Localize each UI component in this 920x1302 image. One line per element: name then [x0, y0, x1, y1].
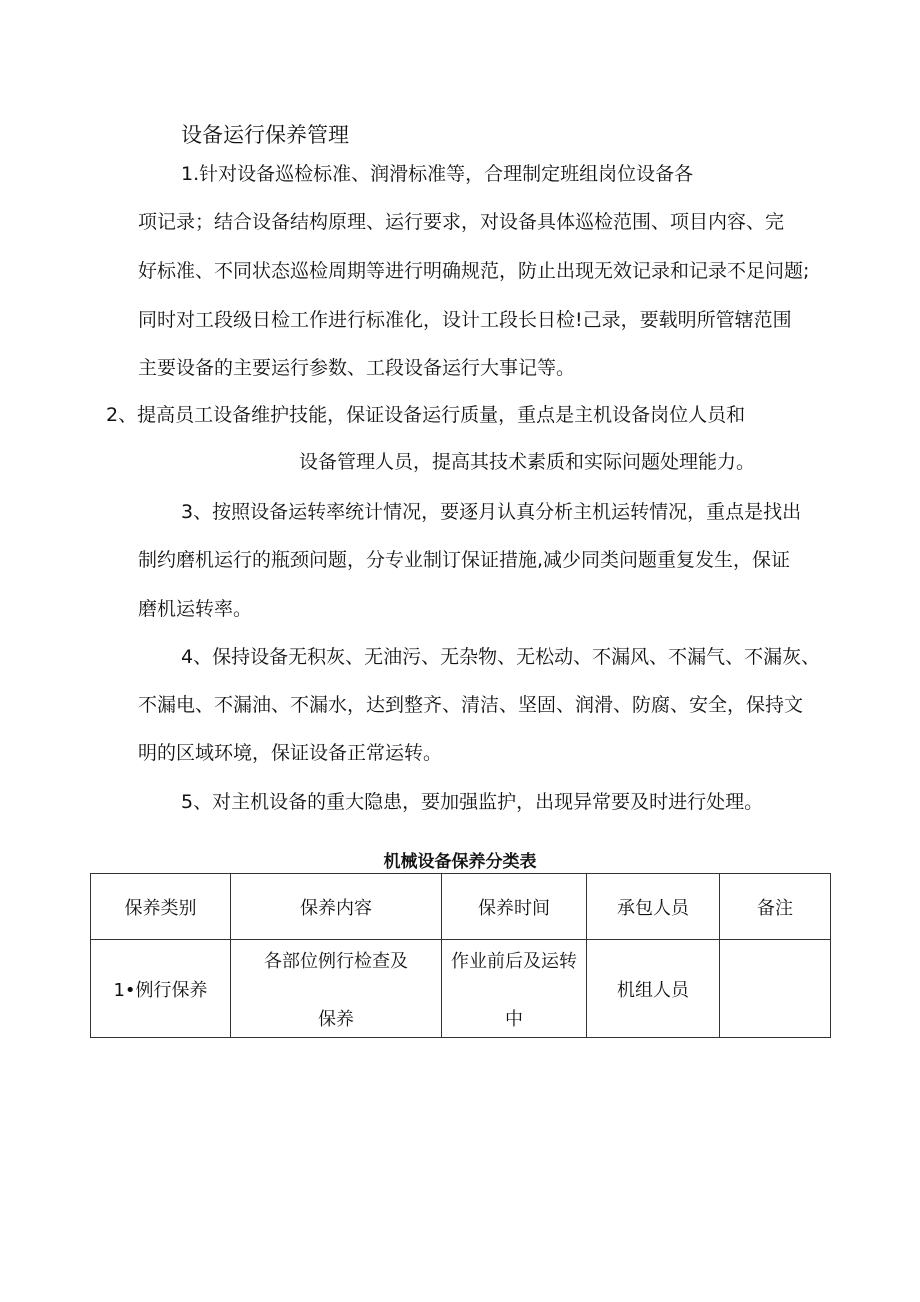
header-cell: 保养时间 — [442, 874, 587, 940]
doc-title: 设备运行保养管理 — [181, 123, 349, 147]
paragraph-line: 制约磨机运行的瓶颈问题，分专业制订保证措施,减少同类问题重复发生，保证 — [138, 549, 791, 571]
paragraph-line: 5、对主机设备的重大隐患，要加强监护，出现异常要及时进行处理。 — [181, 791, 764, 813]
header-cell: 保养内容 — [231, 874, 442, 940]
paragraph-line: 主要设备的主要运行参数、工段设备运行大事记等。 — [138, 357, 576, 379]
header-cell: 承包人员 — [587, 874, 720, 940]
content-line-1: 各部位例行检查及 — [264, 950, 408, 972]
header-cell: 备注 — [720, 874, 831, 940]
table-row — [91, 940, 831, 1038]
paragraph-line: 磨机运转率。 — [138, 598, 253, 620]
paragraph-line: 1.针对设备巡检标准、润滑标准等，合理制定班组岗位设备各 — [181, 163, 694, 185]
time-line-2: 中 — [505, 1008, 523, 1030]
paragraph-line: 设备管理人员，提高其技术素质和实际问题处理能力。 — [299, 451, 756, 473]
time-line-1: 作业前后及运转 — [451, 950, 577, 972]
paragraph-line: 明的区域环境，保证设备正常运转。 — [138, 742, 443, 764]
paragraph-line: 4、保持设备无积灰、无油污、无杂物、无松动、不漏风、不漏气、不漏灰、 — [181, 646, 821, 668]
maintenance-table — [90, 873, 831, 1038]
paragraph-line: 2、提高员工设备维护技能，保证设备运行质量，重点是主机设备岗位人员和 — [106, 404, 746, 426]
category-cell: 1•例行保养 — [91, 940, 231, 1038]
paragraph-line: 项记录；结合设备结构原理、运行要求，对设备具体巡检范围、项目内容、完 — [138, 211, 785, 233]
note-cell — [720, 940, 831, 1038]
table-caption: 机械设备保养分类表 — [383, 852, 537, 872]
content-line-2: 保养 — [318, 1008, 354, 1030]
table-header-row — [91, 874, 831, 940]
paragraph-line: 同时对工段级日检工作进行标准化，设计工段长日检!己录，要载明所管辖范围 — [138, 309, 792, 331]
time-cell — [442, 940, 587, 1038]
person-cell: 机组人员 — [587, 940, 720, 1038]
paragraph-line: 不漏电、不漏油、不漏水，达到整齐、清洁、坚固、润滑、防腐、安全，保持文 — [138, 694, 804, 716]
paragraph-line: 好标准、不同状态巡检周期等进行明确规范，防止出现无效记录和记录不足问题; — [138, 260, 810, 282]
content-cell — [231, 940, 442, 1038]
paragraph-line: 3、按照设备运转率统计情况，要逐月认真分析主机运转情况，重点是找出 — [181, 501, 802, 523]
header-cell: 保养类别 — [91, 874, 231, 940]
